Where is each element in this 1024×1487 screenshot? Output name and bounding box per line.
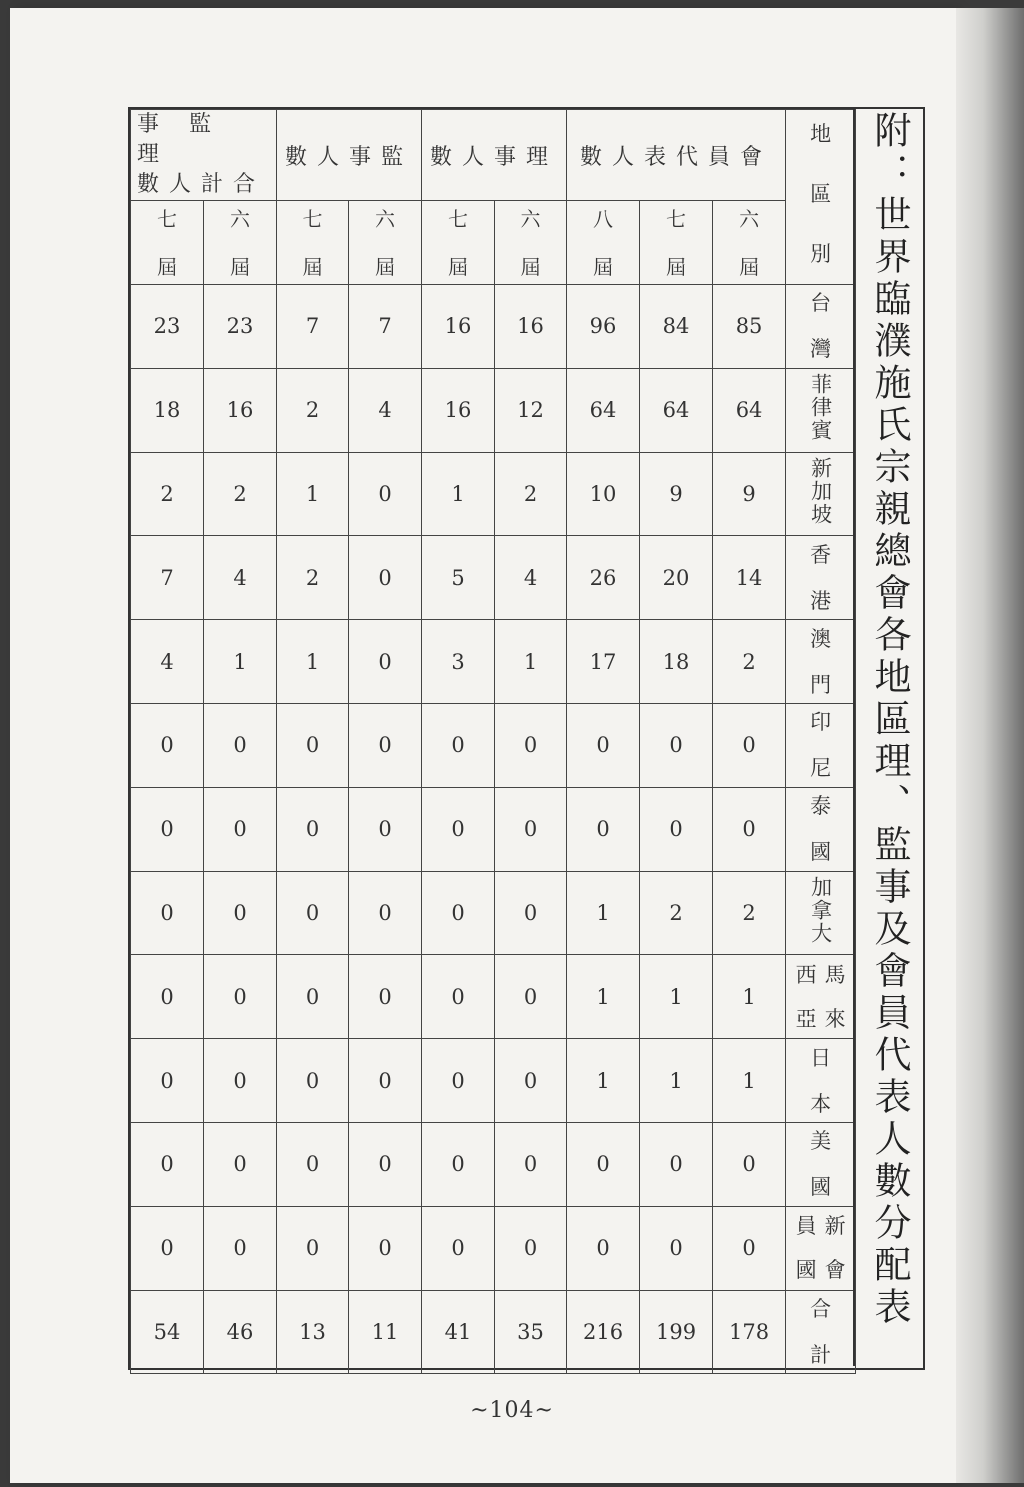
value-cell: 2: [713, 871, 786, 955]
header-region-char: 區: [810, 182, 832, 206]
term-number: 七: [302, 206, 323, 231]
value-cell: 0: [495, 1122, 567, 1206]
region-char: 會: [824, 1258, 846, 1283]
region-name-part: 台: [810, 291, 832, 316]
value-cell: 0: [640, 1122, 713, 1206]
value-cell: 0: [277, 1122, 349, 1206]
term-number: 七: [666, 206, 687, 231]
region-name-part: 美: [810, 1129, 832, 1154]
term-unit: 屆: [666, 254, 687, 279]
value-cell: 0: [713, 703, 786, 787]
value-cell: 5: [422, 536, 495, 620]
value-cell: 0: [349, 1122, 422, 1206]
region-name-col: [796, 963, 817, 1031]
region-cell: [786, 871, 856, 955]
value-cell: 0: [349, 1039, 422, 1123]
region-cell: [786, 620, 856, 704]
value-cell: 23: [204, 285, 277, 369]
value-cell: 12: [495, 368, 567, 452]
table-row: [131, 1290, 856, 1374]
region-char: 西: [795, 962, 817, 987]
value-cell: 16: [422, 285, 495, 369]
term-unit: 屆: [448, 254, 469, 279]
term-cell: [713, 201, 786, 285]
value-cell: 4: [495, 536, 567, 620]
table-row: [131, 871, 856, 955]
term-unit: 屆: [230, 254, 250, 279]
table-row: [131, 452, 856, 536]
value-cell: 0: [422, 787, 495, 871]
value-cell: 7: [349, 285, 422, 369]
value-cell: 0: [277, 1039, 349, 1123]
table-row: [131, 703, 856, 787]
term-unit: 屆: [739, 254, 760, 279]
value-cell: 0: [204, 871, 277, 955]
value-cell: 0: [277, 955, 349, 1039]
region-char: 新: [824, 1214, 846, 1239]
region-cell: [786, 285, 856, 369]
value-cell: 0: [567, 1206, 640, 1290]
value-cell: 0: [204, 955, 277, 1039]
region-name-part: 國: [810, 840, 832, 865]
region-cell: [786, 1039, 856, 1123]
value-cell: 0: [131, 787, 204, 871]
header-combined-line2: 數人計合: [137, 172, 266, 197]
header-combined: [131, 110, 277, 201]
page-gutter: [956, 8, 1024, 1483]
value-cell: 84: [640, 285, 713, 369]
header-region-char: 別: [810, 242, 832, 266]
value-cell: 1: [567, 1039, 640, 1123]
value-cell: 64: [640, 368, 713, 452]
value-cell: 18: [131, 368, 204, 452]
allocation-table: [128, 107, 925, 1370]
region-name-part: 本: [810, 1091, 832, 1116]
value-cell: 18: [640, 620, 713, 704]
value-cell: 4: [204, 536, 277, 620]
header-supervisors-label: 數人事監: [285, 144, 414, 170]
value-cell: 14: [713, 536, 786, 620]
region-cell: [786, 452, 856, 536]
value-cell: 3: [422, 620, 495, 704]
value-cell: 41: [422, 1290, 495, 1374]
value-cell: 0: [131, 955, 204, 1039]
value-cell: 1: [277, 620, 349, 704]
term-number: 六: [520, 206, 541, 231]
value-cell: 0: [204, 1039, 277, 1123]
value-cell: 0: [349, 1206, 422, 1290]
region-name-part: 灣: [810, 337, 832, 362]
value-cell: 35: [495, 1290, 567, 1374]
value-cell: 0: [495, 1039, 567, 1123]
table-row: [131, 620, 856, 704]
region-name-col: [825, 1214, 846, 1282]
term-cell: [495, 201, 567, 285]
region-char: 國: [795, 1258, 817, 1283]
value-cell: 16: [422, 368, 495, 452]
value-cell: 0: [495, 703, 567, 787]
value-cell: 0: [713, 787, 786, 871]
title-column: [853, 107, 923, 1366]
term-unit: 屆: [302, 254, 323, 279]
term-cell: [567, 201, 640, 285]
table-row: [131, 1122, 856, 1206]
value-cell: 0: [349, 452, 422, 536]
value-cell: 199: [640, 1290, 713, 1374]
value-cell: 64: [567, 368, 640, 452]
value-cell: 46: [204, 1290, 277, 1374]
value-cell: 2: [495, 452, 567, 536]
value-cell: 7: [131, 536, 204, 620]
value-cell: 85: [713, 285, 786, 369]
region-name-part: 港: [810, 588, 832, 613]
term-cell: [277, 201, 349, 285]
term-cell: [204, 201, 277, 285]
value-cell: 13: [277, 1290, 349, 1374]
value-cell: 1: [204, 620, 277, 704]
term-cell: [131, 201, 204, 285]
region-name-part: 澳: [810, 626, 832, 651]
term-unit: 屆: [157, 254, 177, 279]
value-cell: 0: [131, 871, 204, 955]
value-cell: 178: [713, 1290, 786, 1374]
region-name-part: 香: [810, 542, 832, 567]
value-cell: 0: [567, 1122, 640, 1206]
value-cell: 23: [131, 285, 204, 369]
value-cell: 17: [567, 620, 640, 704]
region-cell: [786, 955, 856, 1039]
value-cell: 9: [640, 452, 713, 536]
value-cell: 0: [422, 955, 495, 1039]
value-cell: 2: [640, 871, 713, 955]
value-cell: 0: [277, 703, 349, 787]
value-cell: 1: [495, 620, 567, 704]
header-region-char: 地: [810, 122, 832, 146]
region-cell: [786, 368, 856, 452]
value-cell: 7: [277, 285, 349, 369]
region-name-part: 計: [810, 1342, 832, 1367]
value-cell: 1: [567, 955, 640, 1039]
value-cell: 2: [277, 536, 349, 620]
value-cell: 0: [277, 871, 349, 955]
value-cell: 0: [422, 703, 495, 787]
value-cell: 0: [349, 536, 422, 620]
value-cell: 0: [640, 787, 713, 871]
value-cell: 4: [349, 368, 422, 452]
term-row: [131, 201, 856, 285]
region-cell: [786, 1206, 856, 1290]
value-cell: 11: [349, 1290, 422, 1374]
value-cell: 0: [349, 955, 422, 1039]
term-number: 六: [230, 206, 250, 231]
term-cell: [349, 201, 422, 285]
region-name-part: 日: [810, 1045, 832, 1070]
value-cell: 0: [422, 1122, 495, 1206]
region-name-part: 泰: [810, 794, 832, 819]
region-name-col: [825, 963, 846, 1031]
header-representatives: [567, 110, 786, 201]
region-name-part: 門: [810, 672, 832, 697]
term-number: 六: [739, 206, 760, 231]
term-unit: 屆: [520, 254, 541, 279]
value-cell: 0: [640, 703, 713, 787]
value-cell: 64: [713, 368, 786, 452]
header-directors-label: 數人事理: [430, 144, 559, 170]
value-cell: 0: [277, 787, 349, 871]
value-cell: 0: [204, 1206, 277, 1290]
value-cell: 0: [422, 871, 495, 955]
value-cell: 0: [567, 787, 640, 871]
region-cell: [786, 1290, 856, 1374]
value-cell: 0: [713, 1122, 786, 1206]
value-cell: 0: [349, 871, 422, 955]
value-cell: 0: [349, 787, 422, 871]
value-cell: 216: [567, 1290, 640, 1374]
region-cell: [786, 787, 856, 871]
header-supervisors: [277, 110, 422, 201]
region-cell: [786, 703, 856, 787]
region-name: 加拿大: [808, 875, 833, 945]
header-directors: [422, 110, 567, 201]
value-cell: 26: [567, 536, 640, 620]
value-cell: 10: [567, 452, 640, 536]
value-cell: 0: [713, 1206, 786, 1290]
region-name-part: 國: [810, 1175, 832, 1200]
value-cell: 1: [640, 955, 713, 1039]
value-cell: 4: [131, 620, 204, 704]
value-cell: 0: [204, 1122, 277, 1206]
header-region: [786, 110, 856, 285]
term-unit: 屆: [375, 254, 396, 279]
region-char: 員: [795, 1214, 817, 1239]
region-name-part: 尼: [810, 756, 832, 781]
value-cell: 1: [713, 955, 786, 1039]
value-cell: 0: [495, 1206, 567, 1290]
value-cell: 0: [495, 787, 567, 871]
region-char: 亞: [795, 1006, 817, 1031]
term-number: 七: [157, 206, 177, 231]
table-row: [131, 955, 856, 1039]
region-char: 來: [824, 1006, 846, 1031]
value-cell: 0: [422, 1039, 495, 1123]
table-row: [131, 285, 856, 369]
value-cell: 0: [277, 1206, 349, 1290]
term-cell: [640, 201, 713, 285]
value-cell: 2: [713, 620, 786, 704]
value-cell: 54: [131, 1290, 204, 1374]
page-title: 附：世界臨濮施氏宗親總會各地區理、監事及會員代表人數分配表: [868, 111, 911, 1329]
value-cell: 1: [422, 452, 495, 536]
value-cell: 20: [640, 536, 713, 620]
term-number: 七: [448, 206, 469, 231]
value-cell: 0: [204, 787, 277, 871]
value-cell: 16: [204, 368, 277, 452]
region-name: 新加坡: [808, 456, 833, 526]
value-cell: 0: [495, 871, 567, 955]
value-cell: 0: [131, 1206, 204, 1290]
region-name-part: 印: [810, 710, 832, 735]
value-cell: 16: [495, 285, 567, 369]
value-cell: 0: [131, 1039, 204, 1123]
page-number: ~104~: [470, 1398, 554, 1423]
region-cell: [786, 536, 856, 620]
value-cell: 2: [204, 452, 277, 536]
table-row: [131, 1039, 856, 1123]
header-row: [131, 110, 856, 201]
value-cell: 0: [640, 1206, 713, 1290]
value-cell: 0: [131, 703, 204, 787]
region-name: 菲律賓: [808, 373, 833, 443]
value-cell: 0: [204, 703, 277, 787]
term-number: 六: [375, 206, 396, 231]
value-cell: 1: [640, 1039, 713, 1123]
region-name-col: [796, 1214, 817, 1282]
value-cell: 0: [349, 703, 422, 787]
header-combined-line1: 事監理: [137, 112, 242, 167]
value-cell: 0: [349, 620, 422, 704]
value-cell: 0: [131, 1122, 204, 1206]
header-representatives-label: 數人表代員會: [580, 144, 773, 170]
value-cell: 0: [567, 703, 640, 787]
term-unit: 屆: [593, 254, 614, 279]
value-cell: 0: [422, 1206, 495, 1290]
value-cell: 2: [131, 452, 204, 536]
value-cell: 2: [277, 368, 349, 452]
region-char: 馬: [824, 962, 846, 987]
value-cell: 96: [567, 285, 640, 369]
table-row: [131, 1206, 856, 1290]
table-row: [131, 787, 856, 871]
data-grid: [130, 109, 856, 1374]
value-cell: 1: [277, 452, 349, 536]
region-name-part: 合: [810, 1296, 832, 1321]
value-cell: 1: [567, 871, 640, 955]
value-cell: 9: [713, 452, 786, 536]
term-number: 八: [593, 206, 614, 231]
term-cell: [422, 201, 495, 285]
value-cell: 0: [495, 955, 567, 1039]
table-row: [131, 368, 856, 452]
value-cell: 1: [713, 1039, 786, 1123]
table-row: [131, 536, 856, 620]
region-cell: [786, 1122, 856, 1206]
